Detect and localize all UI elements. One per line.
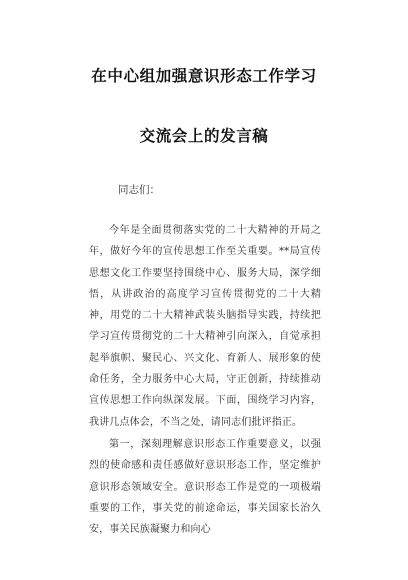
salutation: 同志们： — [118, 184, 160, 196]
document-title-line2: 交流会上的发言稿 — [139, 127, 269, 145]
document-title-line1: 在中心组加强意识形态工作学习 — [91, 67, 317, 85]
body-paragraph-1: 今年是全面贯彻落实党的二十大精神的开局之年，做好今年的宣传思想工作至关重要。**局宣传思想文化工作要坚持围绕中心、服务大局，深学细悟，从讲政治的高度学习宣传贯彻党的二十大精神，用党的二十大精神武装头脑指导实践，持续把学习宣传贯彻党的二十大精神引向深入，自觉承担起举旗帜、聚民心、兴文化、育新人、展形象的使命任务，全力服务中心大局，守正创新，持续推动宣传思想工作向纵深发展。下面，围绕学习内容，我讲几点体会，不当之处，请同志们批评指正。 — [89, 225, 321, 428]
body-paragraph-2: 第一，深刻理解意识形态工作重要意义，以强烈的使命感和责任感做好意识形态工作，坚定维护意识形态领域安全。意识形态工作是党的一项极端重要的工作，事关党的前途命运，事关国家长治久安，事关民族凝聚力和向心 — [89, 439, 321, 536]
